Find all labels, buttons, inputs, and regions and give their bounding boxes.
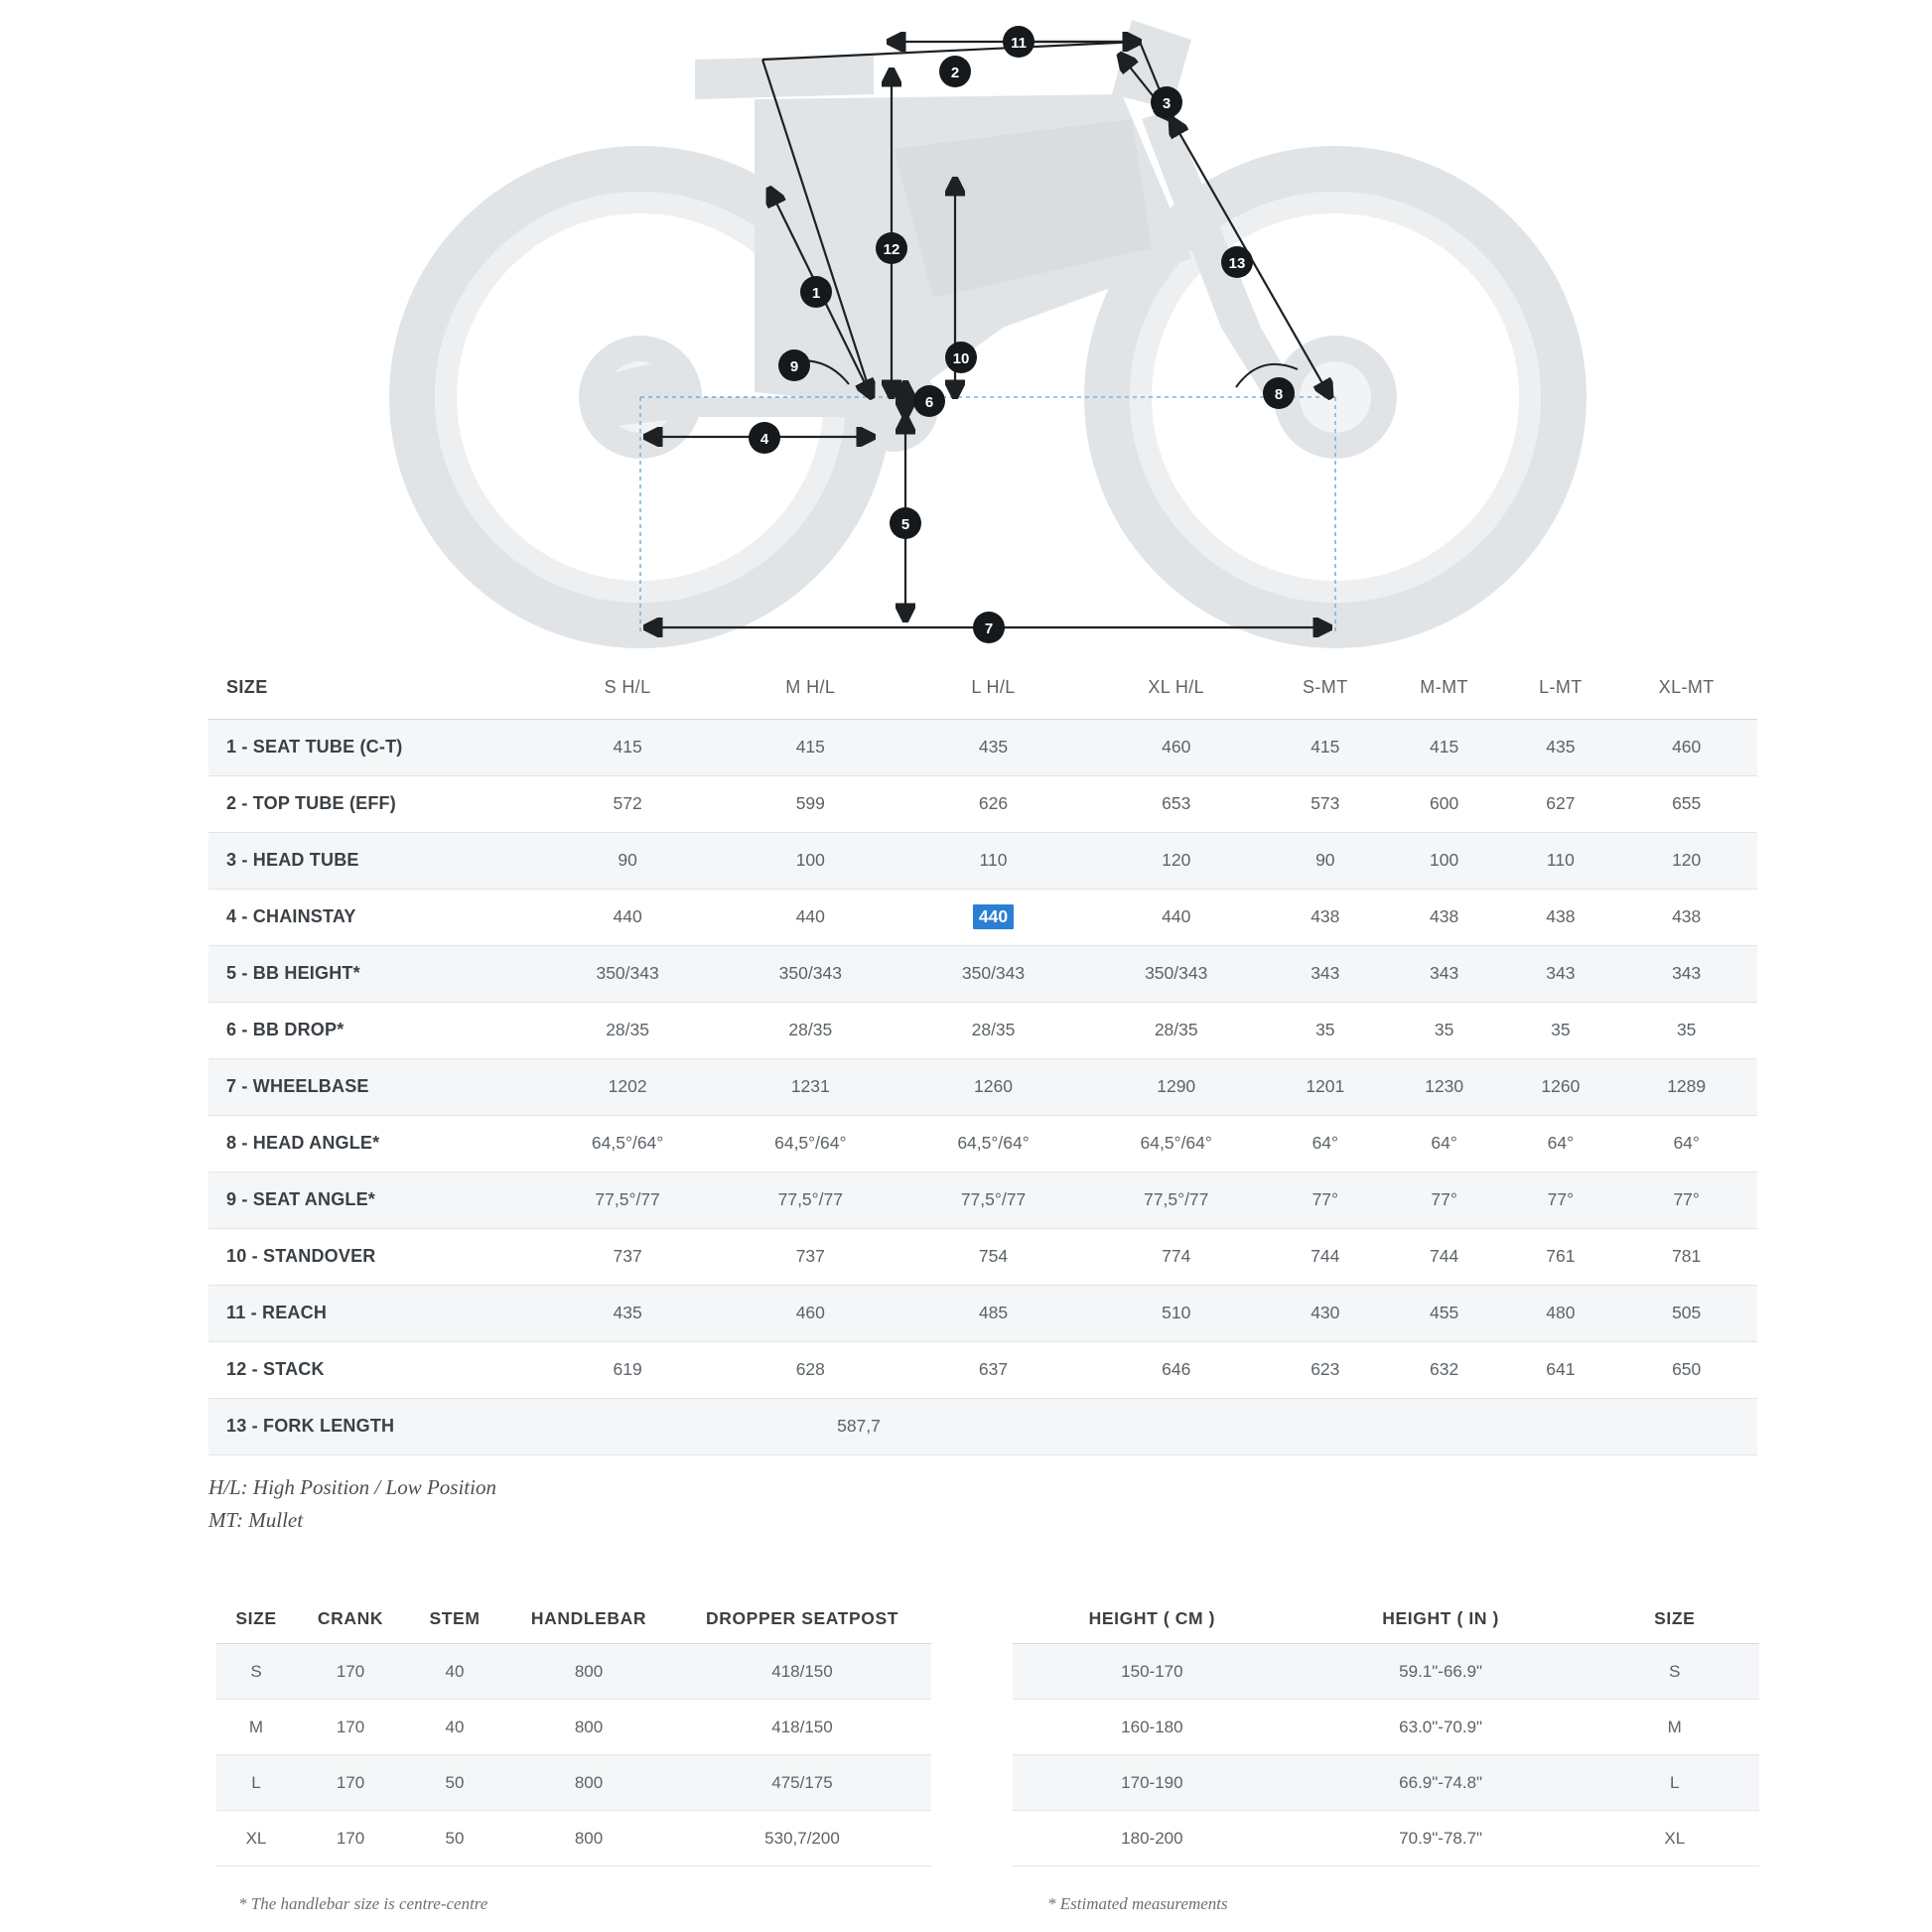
geometry-cell[interactable]: 343 xyxy=(1383,945,1506,1002)
geometry-cell[interactable]: 110 xyxy=(901,832,1084,889)
geometry-cell[interactable]: 1260 xyxy=(1505,1058,1615,1115)
spec-cell: 170 xyxy=(296,1811,405,1866)
geometry-cell[interactable]: 1260 xyxy=(901,1058,1084,1115)
callout-13 xyxy=(1221,246,1253,278)
spec-cell: 170 xyxy=(296,1644,405,1700)
size-row xyxy=(1013,1644,1759,1700)
size-row xyxy=(1013,1811,1759,1866)
geometry-cell[interactable]: 64,5°/64° xyxy=(719,1115,901,1172)
svg-text:9: 9 xyxy=(789,358,799,375)
callout-3 xyxy=(1151,86,1182,118)
geometry-cell[interactable]: 343 xyxy=(1505,945,1615,1002)
geometry-cell[interactable]: 460 xyxy=(719,1285,901,1341)
geometry-row-label: 8 - HEAD ANGLE* xyxy=(208,1115,536,1172)
spec-cell: 50 xyxy=(405,1811,504,1866)
spec-col-header-handlebar: HANDLEBAR xyxy=(504,1608,673,1644)
spec-row xyxy=(216,1811,931,1866)
spec-cell: 40 xyxy=(405,1644,504,1700)
geometry-cell[interactable]: 110 xyxy=(1505,832,1615,889)
fork-length-value: 587,7 xyxy=(536,1398,1757,1454)
spec-row xyxy=(216,1700,931,1755)
geometry-cell[interactable]: 435 xyxy=(536,1285,719,1341)
geometry-cell[interactable]: 438 xyxy=(1615,889,1757,945)
geometry-cell[interactable]: 90 xyxy=(1268,832,1383,889)
spec-cell: 800 xyxy=(504,1700,673,1755)
size-cell: L xyxy=(1590,1755,1759,1811)
geometry-cell[interactable]: 440 xyxy=(1085,889,1268,945)
size-cell: 63.0"-70.9" xyxy=(1292,1700,1590,1755)
footnote-hl: H/L: High Position / Low Position xyxy=(208,1475,496,1499)
geometry-cell[interactable]: 510 xyxy=(1085,1285,1268,1341)
spec-col-header-stem: STEM xyxy=(405,1608,504,1644)
geometry-cell[interactable]: 343 xyxy=(1268,945,1383,1002)
geometry-cell[interactable]: 646 xyxy=(1085,1341,1268,1398)
geometry-cell[interactable]: 28/35 xyxy=(536,1002,719,1058)
geometry-cell[interactable]: 628 xyxy=(719,1341,901,1398)
geometry-cell[interactable]: 35 xyxy=(1383,1002,1506,1058)
geometry-row-label: 12 - STACK xyxy=(208,1341,536,1398)
geometry-row xyxy=(208,1228,1757,1285)
geometry-cell[interactable]: 438 xyxy=(1268,889,1383,945)
geometry-cell[interactable]: 415 xyxy=(1383,719,1506,775)
geometry-cell[interactable]: 1201 xyxy=(1268,1058,1383,1115)
geometry-cell[interactable]: 440 xyxy=(536,889,719,945)
geometry-col-header-size: SIZE xyxy=(208,657,536,719)
size-col-header-size: SIZE xyxy=(1590,1608,1759,1644)
geometry-cell[interactable]: 626 xyxy=(901,775,1084,832)
spec-table-note: * The handlebar size is centre-centre xyxy=(238,1894,488,1913)
geometry-cell[interactable]: 1289 xyxy=(1615,1058,1757,1115)
geometry-cell[interactable]: 761 xyxy=(1505,1228,1615,1285)
geometry-row xyxy=(208,719,1757,775)
geometry-row xyxy=(208,945,1757,1002)
geometry-cell[interactable]: 435 xyxy=(901,719,1084,775)
geometry-row-label: 2 - TOP TUBE (EFF) xyxy=(208,775,536,832)
geometry-cell[interactable]: 572 xyxy=(536,775,719,832)
geometry-cell[interactable]: 350/343 xyxy=(1085,945,1268,1002)
svg-text:11: 11 xyxy=(1011,35,1027,52)
size-cell: S xyxy=(1590,1644,1759,1700)
geometry-cell[interactable]: 35 xyxy=(1268,1002,1383,1058)
geometry-cell[interactable]: 77,5°/77 xyxy=(719,1172,901,1228)
geometry-cell[interactable]: 737 xyxy=(536,1228,719,1285)
geometry-cell[interactable]: 623 xyxy=(1268,1341,1383,1398)
geometry-row-label: 3 - HEAD TUBE xyxy=(208,832,536,889)
geometry-cell[interactable]: 415 xyxy=(536,719,719,775)
callout-5 xyxy=(890,507,921,539)
size-cell: 70.9"-78.7" xyxy=(1292,1811,1590,1866)
geometry-row xyxy=(208,1058,1757,1115)
geometry-table-head xyxy=(208,657,1757,719)
spec-cell: 40 xyxy=(405,1700,504,1755)
geometry-cell[interactable]: 637 xyxy=(901,1341,1084,1398)
geometry-table-body xyxy=(208,719,1757,1454)
geometry-cell[interactable]: 77° xyxy=(1268,1172,1383,1228)
geometry-col-header-xl-mt: XL-MT xyxy=(1615,657,1757,719)
geometry-row xyxy=(208,775,1757,832)
geometry-row-label: 4 - CHAINSTAY xyxy=(208,889,536,945)
svg-text:6: 6 xyxy=(924,394,934,411)
geometry-cell[interactable]: 77° xyxy=(1505,1172,1615,1228)
geometry-cell[interactable]: 480 xyxy=(1505,1285,1615,1341)
size-col-header-height-in-: HEIGHT ( IN ) xyxy=(1292,1608,1590,1644)
geometry-cell[interactable]: 650 xyxy=(1615,1341,1757,1398)
geometry-cell[interactable]: 455 xyxy=(1383,1285,1506,1341)
callout-6 xyxy=(913,385,945,417)
geometry-cell[interactable]: 440 xyxy=(719,889,901,945)
geometry-cell[interactable]: 485 xyxy=(901,1285,1084,1341)
svg-text:2: 2 xyxy=(950,65,960,81)
geometry-cell[interactable]: 781 xyxy=(1615,1228,1757,1285)
geometry-row-label: 13 - FORK LENGTH xyxy=(208,1398,536,1454)
size-cell: M xyxy=(1590,1700,1759,1755)
geometry-cell[interactable]: 460 xyxy=(1085,719,1268,775)
spec-cell: 418/150 xyxy=(673,1644,931,1700)
footnote-mt: MT: Mullet xyxy=(208,1507,304,1532)
geometry-cell[interactable]: 64,5°/64° xyxy=(901,1115,1084,1172)
geometry-row-label: 10 - STANDOVER xyxy=(208,1228,536,1285)
geometry-cell[interactable]: 64,5°/64° xyxy=(1085,1115,1268,1172)
geometry-cell[interactable]: 438 xyxy=(1383,889,1506,945)
svg-text:7: 7 xyxy=(984,621,994,637)
geometry-cell[interactable]: 430 xyxy=(1268,1285,1383,1341)
geometry-row xyxy=(208,1285,1757,1341)
geometry-cell[interactable]: 35 xyxy=(1505,1002,1615,1058)
geometry-cell[interactable]: 100 xyxy=(1383,832,1506,889)
size-col-header-height-cm-: HEIGHT ( CM ) xyxy=(1013,1608,1292,1644)
geometry-col-header-m-mt: M-MT xyxy=(1383,657,1506,719)
callout-4 xyxy=(749,422,780,454)
geometry-cell[interactable] xyxy=(901,889,1084,945)
bike-silhouette xyxy=(412,20,1564,625)
geometry-cell[interactable]: 774 xyxy=(1085,1228,1268,1285)
geometry-row-label: 11 - REACH xyxy=(208,1285,536,1341)
geometry-cell[interactable]: 64° xyxy=(1268,1115,1383,1172)
geometry-cell[interactable]: 655 xyxy=(1615,775,1757,832)
svg-text:5: 5 xyxy=(900,516,910,533)
geometry-cell[interactable]: 350/343 xyxy=(536,945,719,1002)
geometry-cell[interactable]: 744 xyxy=(1383,1228,1506,1285)
geometry-row xyxy=(208,832,1757,889)
geometry-col-header-xl-h-l: XL H/L xyxy=(1085,657,1268,719)
geometry-col-header-m-h-l: M H/L xyxy=(719,657,901,719)
spec-cell: M xyxy=(216,1700,296,1755)
spec-cell: 170 xyxy=(296,1700,405,1755)
geometry-cell[interactable]: 460 xyxy=(1615,719,1757,775)
size-row xyxy=(1013,1755,1759,1811)
geometry-row xyxy=(208,1002,1757,1058)
geometry-table xyxy=(208,657,1757,1455)
spec-cell: 800 xyxy=(504,1755,673,1811)
geometry-col-header-s-mt: S-MT xyxy=(1268,657,1383,719)
callout-11 xyxy=(1003,26,1035,58)
spec-col-header-size: SIZE xyxy=(216,1608,296,1644)
geometry-cell[interactable]: 415 xyxy=(1268,719,1383,775)
geometry-cell[interactable]: 599 xyxy=(719,775,901,832)
geometry-cell[interactable]: 28/35 xyxy=(901,1002,1084,1058)
spec-row xyxy=(216,1644,931,1700)
callout-7 xyxy=(973,612,1005,643)
geometry-col-header-l-mt: L-MT xyxy=(1505,657,1615,719)
callout-1 xyxy=(800,276,832,308)
component-spec-table xyxy=(216,1608,931,1866)
size-cell: 180-200 xyxy=(1013,1811,1292,1866)
geometry-row-label: 5 - BB HEIGHT* xyxy=(208,945,536,1002)
geometry-cell[interactable]: 350/343 xyxy=(901,945,1084,1002)
geometry-footnotes xyxy=(208,1471,496,1536)
svg-text:8: 8 xyxy=(1274,386,1284,403)
geometry-cell[interactable]: 28/35 xyxy=(1085,1002,1268,1058)
geometry-cell[interactable]: 505 xyxy=(1615,1285,1757,1341)
spec-row xyxy=(216,1755,931,1811)
geometry-cell[interactable]: 64° xyxy=(1505,1115,1615,1172)
geometry-cell[interactable]: 100 xyxy=(719,832,901,889)
geometry-cell[interactable]: 64° xyxy=(1615,1115,1757,1172)
geometry-cell[interactable]: 632 xyxy=(1383,1341,1506,1398)
geometry-cell[interactable]: 77,5°/77 xyxy=(536,1172,719,1228)
geometry-cell[interactable]: 1231 xyxy=(719,1058,901,1115)
rider-size-table xyxy=(1013,1608,1759,1866)
size-header-row xyxy=(1013,1608,1759,1644)
geometry-row-label: 7 - WHEELBASE xyxy=(208,1058,536,1115)
geometry-col-header-s-h-l: S H/L xyxy=(536,657,719,719)
geometry-cell[interactable]: 120 xyxy=(1615,832,1757,889)
geometry-row xyxy=(208,889,1757,945)
geometry-cell[interactable]: 737 xyxy=(719,1228,901,1285)
size-cell: 150-170 xyxy=(1013,1644,1292,1700)
geometry-cell[interactable]: 28/35 xyxy=(719,1002,901,1058)
geometry-cell[interactable]: 653 xyxy=(1085,775,1268,832)
geometry-cell[interactable]: 120 xyxy=(1085,832,1268,889)
spec-cell: 530,7/200 xyxy=(673,1811,931,1866)
geometry-cell[interactable]: 641 xyxy=(1505,1341,1615,1398)
size-row xyxy=(1013,1700,1759,1755)
geometry-row xyxy=(208,1172,1757,1228)
callout-9 xyxy=(778,349,810,381)
callout-8 xyxy=(1263,377,1295,409)
geometry-cell[interactable]: 1202 xyxy=(536,1058,719,1115)
svg-text:4: 4 xyxy=(759,431,769,448)
geometry-cell[interactable]: 627 xyxy=(1505,775,1615,832)
size-table-head xyxy=(1013,1608,1759,1644)
geometry-row xyxy=(208,1115,1757,1172)
geometry-cell[interactable]: 1290 xyxy=(1085,1058,1268,1115)
geometry-cell[interactable]: 77° xyxy=(1383,1172,1506,1228)
callout-12 xyxy=(876,232,907,264)
geometry-row-fork-length xyxy=(208,1398,1757,1454)
spec-col-header-dropper-seatpost: DROPPER SEATPOST xyxy=(673,1608,931,1644)
geometry-cell[interactable]: 600 xyxy=(1383,775,1506,832)
svg-text:13: 13 xyxy=(1228,255,1246,272)
geometry-cell[interactable]: 438 xyxy=(1505,889,1615,945)
svg-text:1: 1 xyxy=(811,285,821,302)
geometry-cell[interactable]: 573 xyxy=(1268,775,1383,832)
spec-table-body xyxy=(216,1644,931,1866)
size-table-note: * Estimated measurements xyxy=(1047,1894,1228,1913)
geometry-cell[interactable]: 435 xyxy=(1505,719,1615,775)
spec-cell: S xyxy=(216,1644,296,1700)
geometry-col-header-l-h-l: L H/L xyxy=(901,657,1084,719)
geometry-row xyxy=(208,1341,1757,1398)
size-cell: 66.9"-74.8" xyxy=(1292,1755,1590,1811)
spec-cell: 418/150 xyxy=(673,1700,931,1755)
spec-table-head xyxy=(216,1608,931,1644)
spec-col-header-crank: CRANK xyxy=(296,1608,405,1644)
spec-cell: 475/175 xyxy=(673,1755,931,1811)
size-cell: 170-190 xyxy=(1013,1755,1292,1811)
geometry-cell[interactable]: 350/343 xyxy=(719,945,901,1002)
callout-2 xyxy=(939,56,971,87)
geometry-cell[interactable]: 754 xyxy=(901,1228,1084,1285)
spec-cell: XL xyxy=(216,1811,296,1866)
geometry-cell[interactable]: 77,5°/77 xyxy=(1085,1172,1268,1228)
spec-cell: 800 xyxy=(504,1811,673,1866)
spec-cell: 50 xyxy=(405,1755,504,1811)
spec-header-row xyxy=(216,1608,931,1644)
spec-cell: 800 xyxy=(504,1644,673,1700)
geometry-cell[interactable]: 35 xyxy=(1615,1002,1757,1058)
geometry-row-label: 6 - BB DROP* xyxy=(208,1002,536,1058)
geometry-cell[interactable]: 64,5°/64° xyxy=(536,1115,719,1172)
size-cell: XL xyxy=(1590,1811,1759,1866)
geometry-cell[interactable]: 64° xyxy=(1383,1115,1506,1172)
geometry-row-label: 1 - SEAT TUBE (C-T) xyxy=(208,719,536,775)
callout-10 xyxy=(945,342,977,373)
spec-cell: L xyxy=(216,1755,296,1811)
svg-text:10: 10 xyxy=(952,350,970,367)
geometry-cell[interactable]: 90 xyxy=(536,832,719,889)
geometry-cell[interactable]: 744 xyxy=(1268,1228,1383,1285)
size-cell: 160-180 xyxy=(1013,1700,1292,1755)
size-cell: 59.1"-66.9" xyxy=(1292,1644,1590,1700)
svg-text:12: 12 xyxy=(883,241,900,258)
spec-cell: 170 xyxy=(296,1755,405,1811)
geometry-cell[interactable]: 77,5°/77 xyxy=(901,1172,1084,1228)
geometry-cell[interactable]: 77° xyxy=(1615,1172,1757,1228)
bike-geometry-diagram xyxy=(0,0,1932,655)
svg-text:3: 3 xyxy=(1162,95,1172,112)
size-table-body xyxy=(1013,1644,1759,1866)
geometry-cell[interactable]: 619 xyxy=(536,1341,719,1398)
selected-cell-value: 440 xyxy=(973,904,1014,929)
geometry-header-row xyxy=(208,657,1757,719)
geometry-cell[interactable]: 415 xyxy=(719,719,901,775)
geometry-row-label: 9 - SEAT ANGLE* xyxy=(208,1172,536,1228)
geometry-cell[interactable]: 343 xyxy=(1615,945,1757,1002)
geometry-cell[interactable]: 1230 xyxy=(1383,1058,1506,1115)
